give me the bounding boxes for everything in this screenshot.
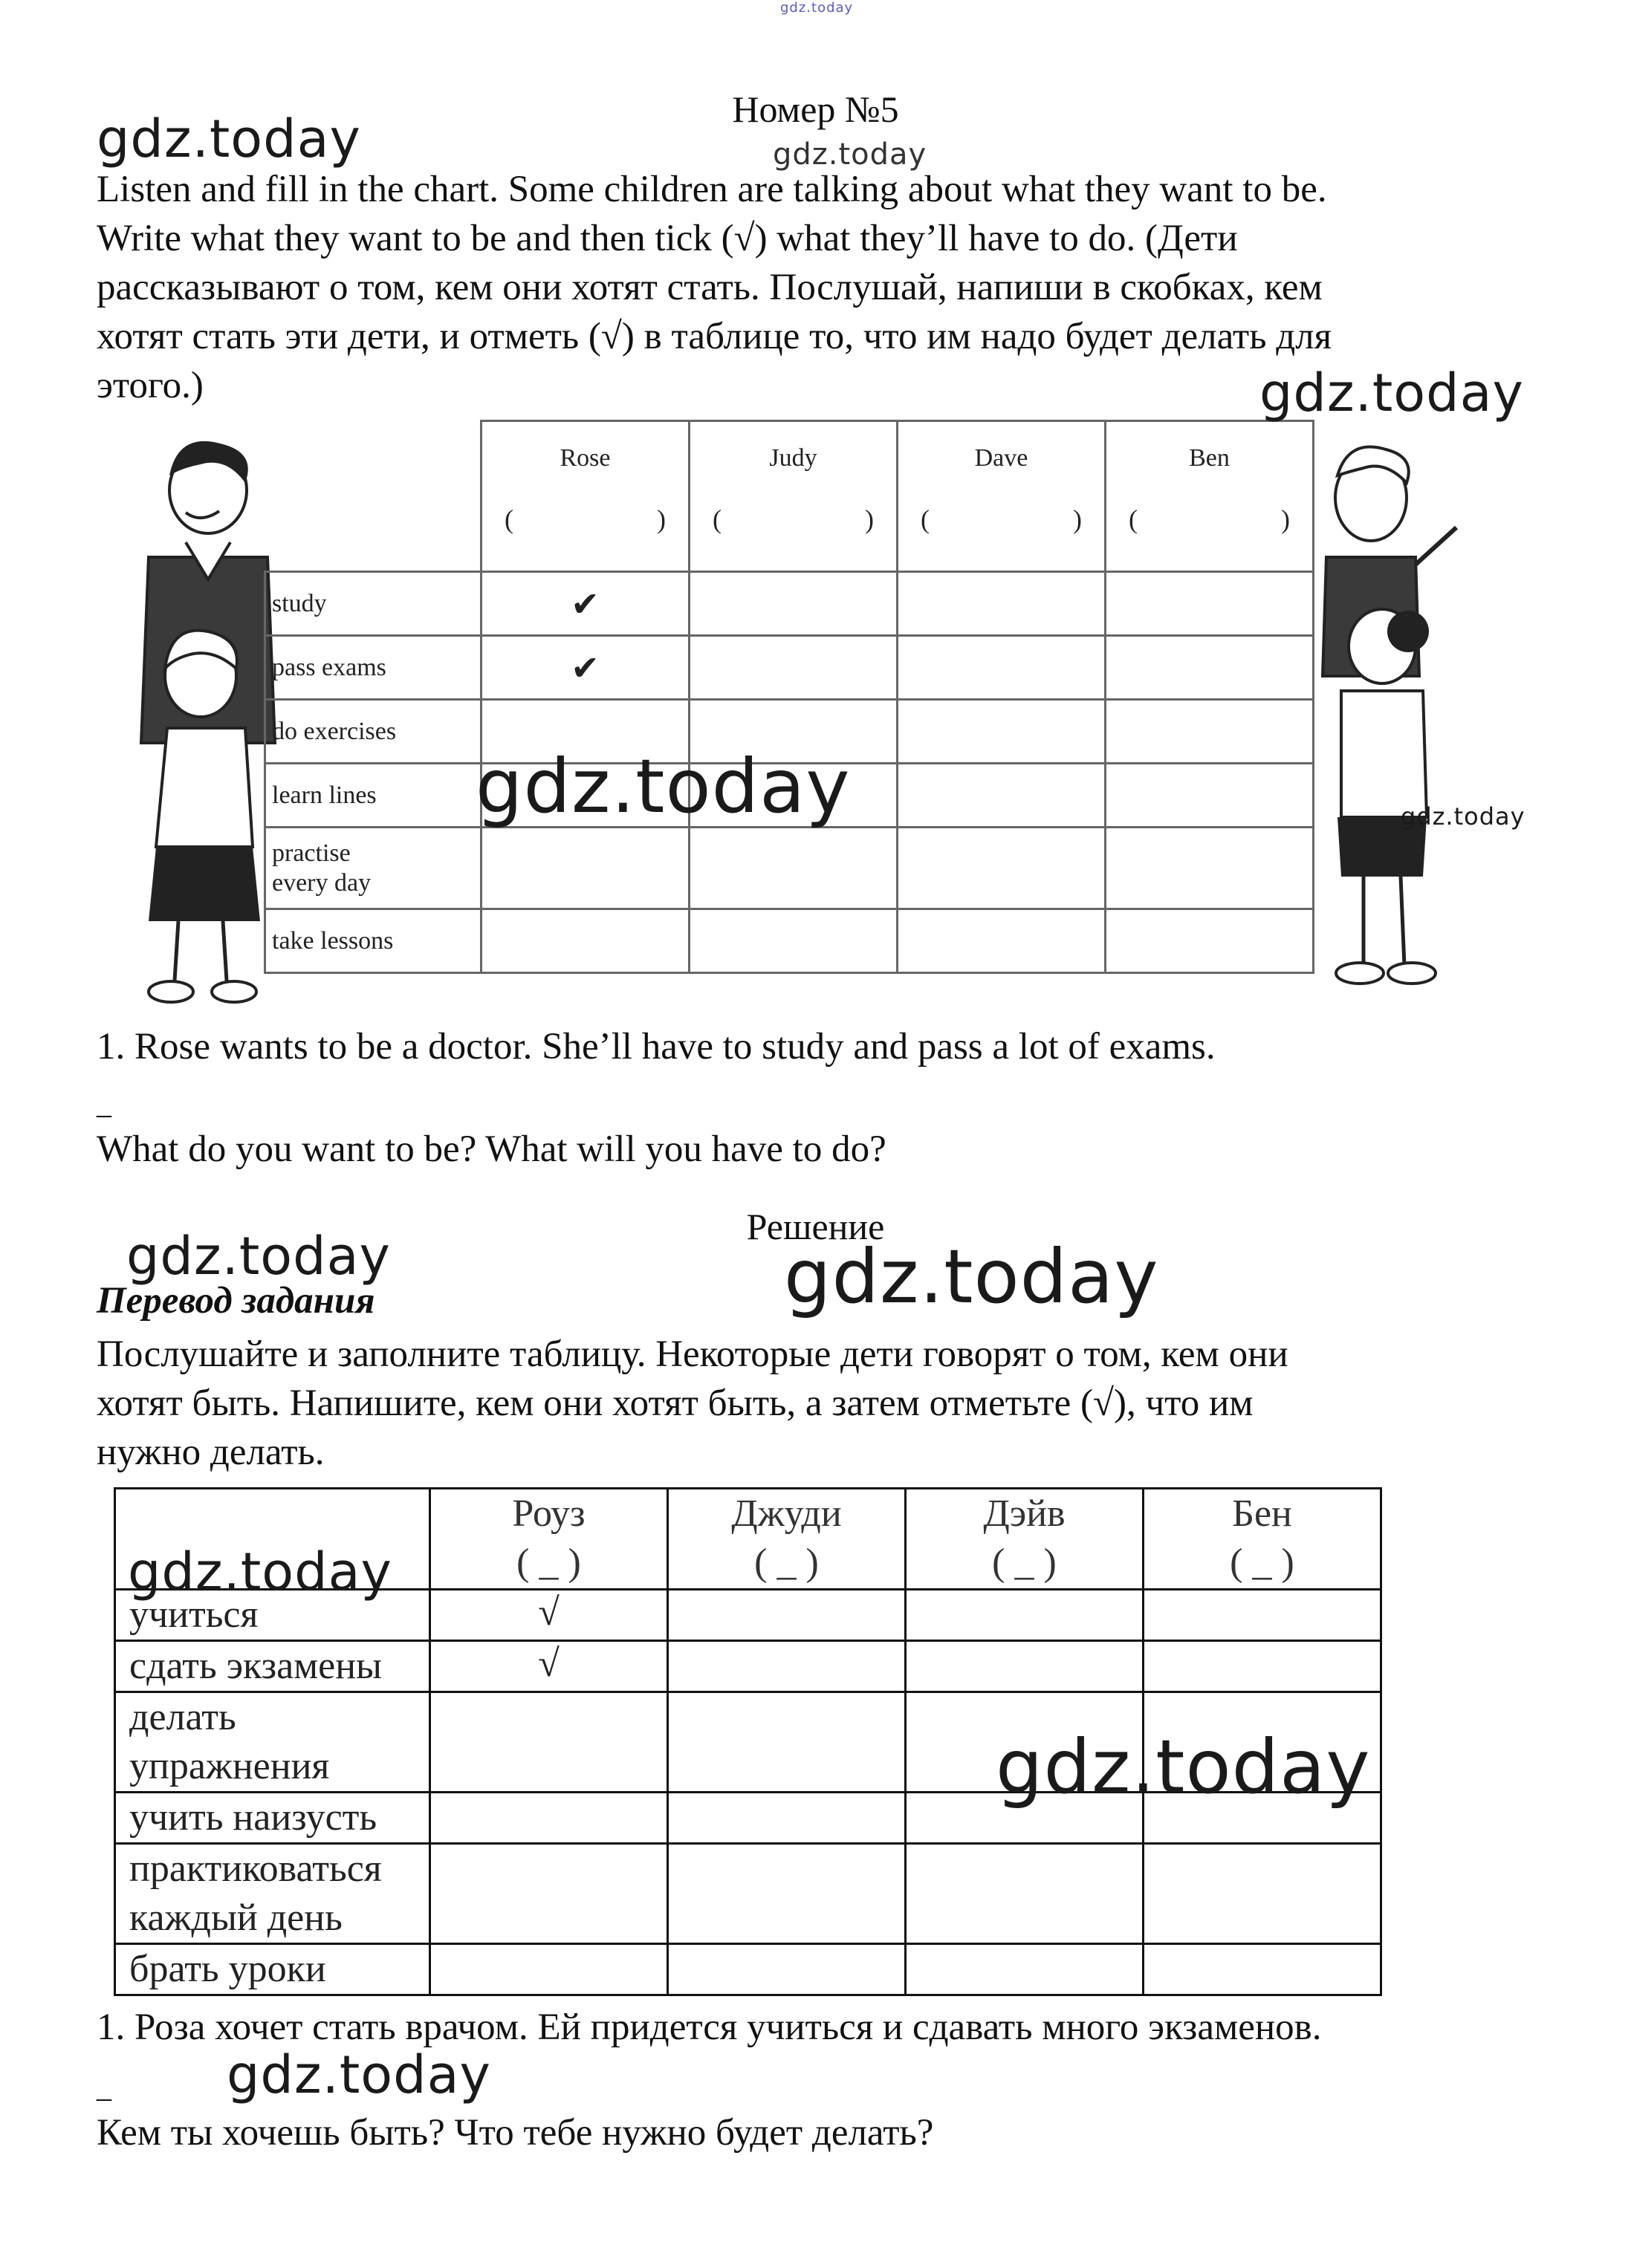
rtable-row-label: практиковаться каждый день (115, 1844, 430, 1944)
rtable-header (1144, 1489, 1381, 1590)
rtable-cell (668, 1641, 906, 1692)
chart-cell (690, 828, 898, 909)
rtable-name: Джуди (731, 1492, 842, 1535)
chart-cell (898, 909, 1106, 973)
chart-cell (690, 572, 898, 636)
rtable-cell (668, 1793, 906, 1844)
chart-row-label: practise every day (265, 828, 481, 909)
rtable-cell (906, 1944, 1144, 1995)
watermark: gdz.today (126, 1226, 391, 1287)
instruction-line: Write what they want to be and then tick (√) what they’ll have to do. (Дети (97, 218, 1238, 259)
rtable-cell (430, 1844, 668, 1944)
rtable-header (668, 1489, 906, 1590)
rtable-cell (906, 1590, 1144, 1641)
rtable-header (430, 1489, 668, 1590)
rtable-row-label: учить наизусть (115, 1793, 430, 1844)
translation-line: Послушайте и заполните таблицу. Некоторые дети говорят о том, кем они (97, 1333, 1288, 1375)
example-sentence-ru: 1. Роза хочет стать врачом. Ей придется учиться и сдавать много экзаменов. (97, 2007, 1322, 2048)
rtable-cell (430, 1692, 668, 1793)
rtable-row-label: сдать экзамены (115, 1641, 430, 1692)
chart-name: Rose (560, 444, 611, 472)
chart-cell (1106, 828, 1314, 909)
paren-open: ( (713, 504, 722, 534)
chart-row-label: study (265, 572, 481, 636)
rtable-placeholder: ( _ ) (992, 1541, 1057, 1584)
children-right-illustration (1297, 431, 1460, 1025)
dash: _ (97, 2070, 111, 2104)
chart-cell (898, 700, 1106, 764)
chart-cell (1106, 572, 1314, 636)
paren-close: ) (657, 504, 666, 534)
watermark: gdz.today (476, 743, 851, 830)
chart-cell (898, 636, 1106, 700)
chart-cell (690, 636, 898, 700)
paren-open: ( (505, 504, 513, 534)
rtable-header (906, 1489, 1144, 1590)
page-title: Номер №5 (732, 88, 899, 130)
chart-cell (481, 909, 690, 973)
rtable-name: Роуз (512, 1492, 586, 1535)
instruction-line: хотят стать эти дети, и отметь (√) в таблице то, что им надо будет делать для (97, 316, 1332, 357)
watermark: gdz.today (1259, 363, 1524, 423)
question-ru: Кем ты хочешь быть? Что тебе нужно будет делать? (97, 2112, 934, 2154)
watermark: gdz.today (784, 1233, 1159, 1320)
rtable-cell (906, 1844, 1144, 1944)
chart-name: Dave (974, 444, 1028, 472)
rtable-placeholder: ( _ ) (754, 1541, 819, 1584)
chart-row-label: take lessons (265, 909, 481, 973)
rtable-name: Бен (1232, 1492, 1292, 1535)
chart-cell (898, 764, 1106, 828)
dash: _ (97, 1087, 111, 1120)
chart-header-dave (898, 421, 1106, 572)
watermark: gdz.today (227, 2044, 491, 2105)
chart-tick: ✔ (481, 636, 690, 700)
chart-cell (898, 572, 1106, 636)
chart-row-label: pass exams (265, 636, 481, 700)
watermark: gdz.today (128, 1541, 392, 1602)
rtable-cell (1144, 1944, 1381, 1995)
chart-row-label: do exercises (265, 700, 481, 764)
instruction-line: этого.) (97, 365, 204, 406)
watermark: gdz.today (996, 1723, 1371, 1810)
chart-cell (1106, 909, 1314, 973)
rtable-cell (430, 1793, 668, 1844)
english-chart (264, 420, 1314, 974)
chart-cell (1106, 764, 1314, 828)
watermark: gdz.today (1401, 802, 1525, 831)
chart-name: Ben (1189, 444, 1230, 472)
chart-cell (690, 909, 898, 973)
example-sentence-en: 1. Rose wants to be a doctor. She’ll have to study and pass a lot of exams. (97, 1026, 1216, 1068)
rtable-cell (906, 1641, 1144, 1692)
rtable-name: Дэйв (983, 1492, 1066, 1535)
rtable-cell (668, 1944, 906, 1995)
rtable-tick: √ (430, 1590, 668, 1641)
rtable-cell (1144, 1844, 1381, 1944)
paren-open: ( (1129, 504, 1138, 534)
chart-name: Judy (769, 444, 817, 472)
chart-header-judy (690, 421, 898, 572)
rtable-row-label: брать уроки (115, 1944, 430, 1995)
rtable-tick: √ (430, 1641, 668, 1692)
watermark: gdz.today (773, 137, 927, 172)
watermark-top: gdz.today (780, 0, 854, 16)
chart-cell (898, 828, 1106, 909)
rtable-row-label: учиться (115, 1590, 430, 1641)
chart-cell (481, 828, 690, 909)
children-left-illustration (97, 431, 282, 1018)
solution-heading: Решение (746, 1206, 885, 1247)
paren-close: ) (1281, 504, 1290, 534)
paren-close: ) (1073, 504, 1082, 534)
instruction-line: рассказывают о том, кем они хотят стать. Послушай, напиши в скобках, кем (97, 267, 1323, 308)
translation-line: нужно делать. (97, 1432, 325, 1473)
rtable-cell (668, 1590, 906, 1641)
chart-tick: ✔ (481, 572, 690, 636)
watermark: gdz.today (97, 108, 361, 169)
rtable-cell (430, 1944, 668, 1995)
rtable-cell (1144, 1641, 1381, 1692)
rtable-placeholder: ( _ ) (1230, 1541, 1294, 1584)
rtable-cell (1144, 1590, 1381, 1641)
translation-heading: Перевод задания (97, 1280, 375, 1322)
translation-line: хотят быть. Напишите, кем они хотят быть, а затем отметьте (√), что им (97, 1382, 1254, 1424)
translation-text (97, 1330, 1583, 1477)
rtable-cell (668, 1844, 906, 1944)
instruction-line: Listen and fill in the chart. Some children are talking about what they want to be. (97, 169, 1327, 210)
chart-header-rose (481, 421, 690, 572)
chart-row-label: learn lines (265, 764, 481, 828)
question-en: What do you want to be? What will you have to do? (97, 1128, 886, 1170)
chart-cell (1106, 700, 1314, 764)
rtable-row-label: делать упражнения (115, 1692, 430, 1793)
paren-open: ( (921, 504, 930, 534)
rtable-placeholder: ( _ ) (516, 1541, 581, 1584)
paren-close: ) (865, 504, 874, 534)
chart-cell (1106, 636, 1314, 700)
rtable-cell (668, 1692, 906, 1793)
chart-header-ben (1106, 421, 1314, 572)
